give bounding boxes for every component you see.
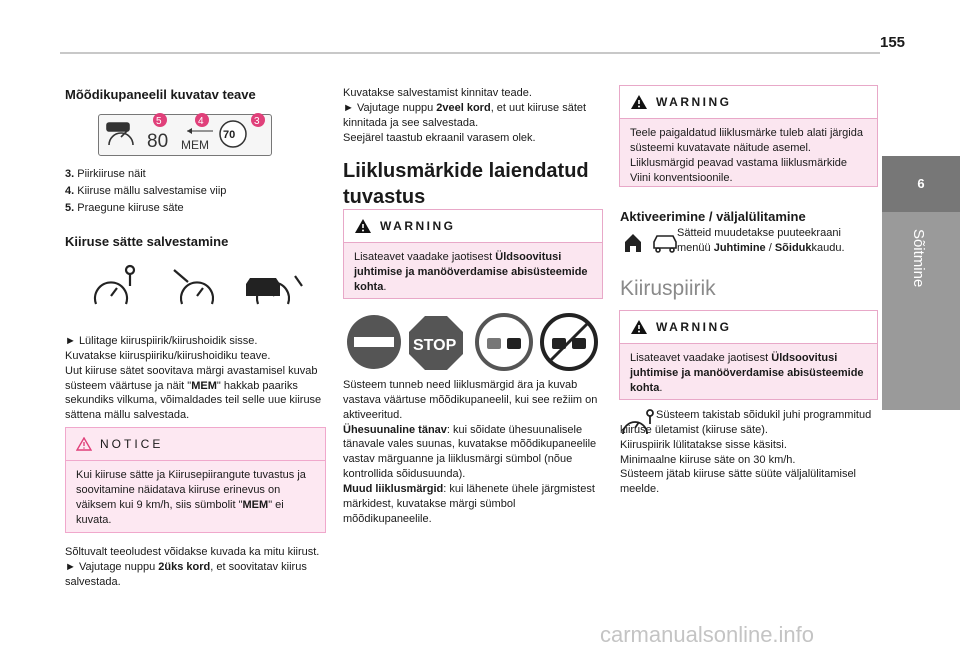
column-1 bbox=[65, 86, 325, 104]
activation-text: Sätteid muudetakse puuteekraani menüü Juhtimine / Sõidukkaudu. bbox=[677, 227, 845, 254]
home-vehicle-icons bbox=[622, 230, 682, 256]
badge-4: 4 bbox=[198, 116, 204, 127]
watermark: carmanualsonline.info bbox=[600, 622, 815, 647]
warning-title: WARNING bbox=[380, 218, 456, 233]
section-heading-speed-limiter: Kiiruspiirik bbox=[620, 277, 716, 300]
warning-box-2: WARNING Teele paigaldatud liiklusmärke tuleb alati järgida süsteemi kuvatavate näitude asemel. Liiklusmärgid peavad vastama liiklusmärkide Viini konventsioonile. bbox=[619, 85, 878, 187]
warning-triangle-icon bbox=[630, 94, 648, 110]
stop-sign-text: STOP bbox=[413, 337, 457, 354]
column-2: Kuvatakse salvestamist kinnitav teade. ► Vajutage nuppu 2veel kord, et uut kiiruse sätet kinnitada ja see salvestada. Seejärel taastub ekraanil varasem olek. bbox=[343, 87, 587, 144]
home-icon bbox=[625, 234, 641, 252]
display-mem: MEM bbox=[181, 138, 209, 152]
warning-triangle-icon bbox=[354, 218, 372, 234]
warning-title: WARNING bbox=[656, 319, 732, 334]
list-item: 3. Piirkiiruse näit bbox=[65, 168, 146, 180]
section-heading: Mõõdikupaneelil kuvatav teave bbox=[65, 87, 256, 102]
no-overtaking-sign-icon bbox=[477, 315, 531, 369]
chapter-tab-number[interactable]: 6 bbox=[882, 156, 960, 212]
warning-box-1: WARNING Lisateavet vaadake jaotisest Üldsoovitusi juhtimise ja manööverdamise abisüsteemide kohta. bbox=[343, 209, 603, 299]
display-sign-value: 70 bbox=[223, 129, 236, 141]
vehicle-icon bbox=[654, 236, 676, 252]
list-item: 5. Praegune kiiruse säte bbox=[65, 201, 184, 214]
speed-limiter-icons bbox=[90, 262, 320, 312]
stop-sign-icon bbox=[409, 316, 463, 370]
page-number: 155 bbox=[880, 34, 906, 51]
legend-list bbox=[65, 167, 325, 218]
badge-5: 5 bbox=[156, 116, 162, 127]
badge-3: 3 bbox=[254, 116, 260, 127]
col3-body: Süsteem takistab sõidukil juhi programmitud kiiruse ületamist (kiiruse säte). Kiiruspiirik lülitatakse sisse käsitsi. Minimaalne kiiruse säte on 30 km/h. Süsteem jätab kiiruse sätte süüte väljalülitamisel meelde. bbox=[620, 409, 872, 496]
list-item: 4. Kiiruse mällu salvestamise viip bbox=[65, 184, 227, 197]
callout-badges bbox=[150, 110, 270, 130]
subheading-activation: Aktiveerimine / väljalülitamine bbox=[620, 209, 806, 224]
warning-title: WARNING bbox=[656, 94, 732, 109]
section-heading-2: Liiklusmärkide laiendatud tuvastus bbox=[343, 160, 589, 208]
notice-box: NOTICE Kui kiiruse sätte ja Kiirusepiirangute tuvastus ja soovitamine näidatava kiiruse erinevus on väiksem kui 9 km/h, siis sümbolit "MEM" ei kuvata. bbox=[65, 427, 326, 533]
top-divider bbox=[60, 52, 880, 54]
end-no-overtaking-sign-icon bbox=[542, 315, 596, 369]
display-speed: 80 bbox=[147, 131, 169, 152]
col2-body: Süsteem tunneb need liiklusmärgid ära ja kuvab vastava väärtuse mõõdikupaneelil, kui see režiim on aktiveeritud. Ühesuunaline tänav: kui sõidate ühesuunalisele tänavale vales suunas, kuvatakse mõõdikupaneelile vastav märguanne ja liiklusmärgi sümbol (nõue kontrollida sõidusuunda). Muud liiklusmärgid: kui lähenete ühele järgmistest märkidest, kuvatakse märgi sümbol mõõdikupaneelile. bbox=[343, 379, 598, 525]
chapter-tab-label: Sõitmine bbox=[910, 228, 928, 288]
col1-bottom-text: Sõltuvalt teeoludest võidakse kuvada ka mitu kiirust. ► Vajutage nuppu 2üks kord, et soovitatav kiirus salvestada. bbox=[65, 546, 320, 588]
warning-triangle-icon bbox=[630, 319, 648, 335]
warning-box-3: WARNING Lisateavet vaadake jaotisest Üldsoovitusi juhtimise ja manööverdamise abisüsteemide kohta. bbox=[619, 310, 878, 400]
warning-triangle-icon bbox=[76, 437, 92, 451]
no-entry-sign-icon bbox=[347, 315, 401, 369]
subheading: Kiiruse sätte salvestamine bbox=[65, 234, 229, 249]
traffic-signs-row bbox=[345, 312, 600, 372]
col1-text-block: ► Lülitage kiiruspiirik/kiirushoidik sisse. Kuvatakse kiiruspiiriku/kiirushoidiku teave. Uut kiiruse sätet soovitava märgi avastamisel kuvab süsteem väärtuse ja näit "MEM" hakkab paariks sekundiks vilkuma, võimaldades teil selle uue kiiruse sättena mällu salvestada. bbox=[65, 335, 322, 422]
notice-title: NOTICE bbox=[100, 436, 164, 451]
